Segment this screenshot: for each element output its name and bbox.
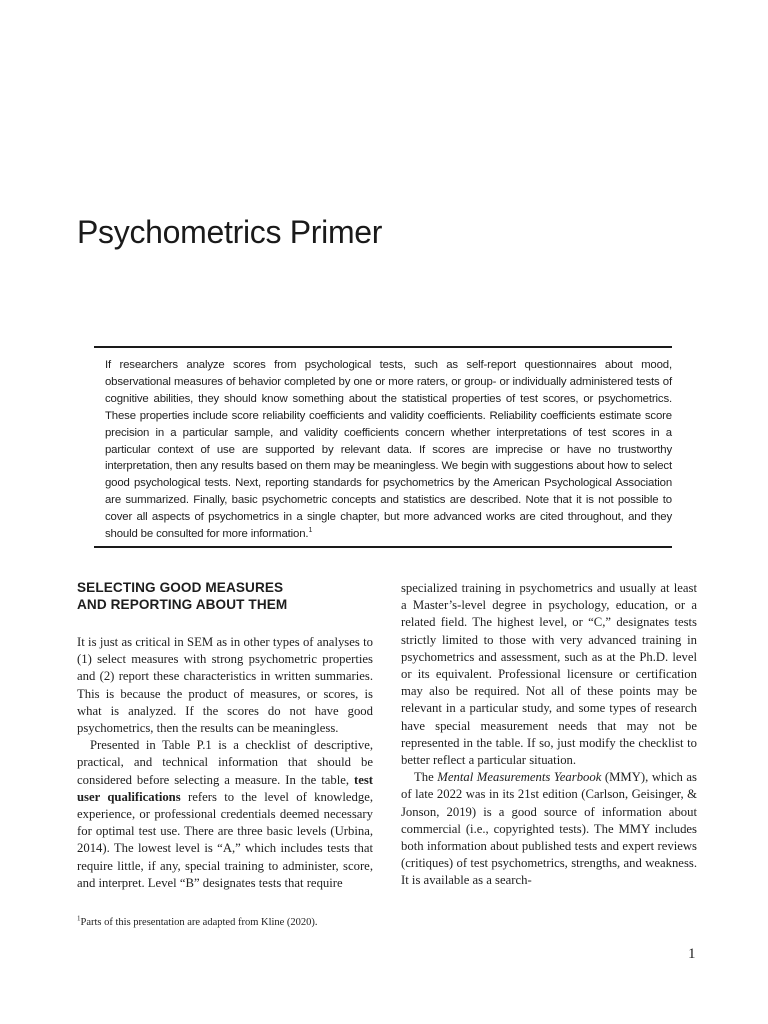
abstract-bottom-rule (94, 546, 672, 548)
abstract-footnote-marker: 1 (308, 527, 313, 535)
paragraph-3 (401, 769, 697, 889)
footnote (77, 914, 377, 928)
section-heading-line-2: AND REPORTING ABOUT THEM (77, 596, 288, 612)
paragraph-3-text-b: (MMY), which as of late 2022 was in its 21st edition (Carlson, Geisinger, & Jonson, 2019) is a good source of information about commercial (i.e., copyrighted tests). The MMY includes both information about published tests and expert reviews (critiques) of test psychometrics, strengths, and weakness. It is available as a search- (401, 770, 697, 888)
paragraph-1: It is just as critical in SEM as in other types of analyses to (1) select measures with strong psychometric properties and (2) report these characteristics in written summaries. This is because the product of measures, or scores, is what is analyzed. If the scores do not have good psychometrics, then the results can be meaningless. (77, 635, 373, 736)
page-number: 1 (688, 946, 696, 962)
section-heading-line-1: SELECTING GOOD MEASURES (77, 580, 284, 595)
abstract-text: If researchers analyze scores from psychological tests, such as self-report questionnaires about mood, observational measures of behavior completed by one or more raters, or group- or individually administered tests of cognitive abilities, they should know something about the statistical properties of test scores, or psychometrics. These properties include score reliability coefficients and validity coefficients. Reliability coefficients estimate score precision in a particular sample, and validity coefficients concern whether interpretations of test scores in a particular context of use are supported by relevant data. If scores are imprecise or have no trustworthy interpretation, then any results based on them may be meaningless. We begin with suggestions about how to select good psychological tests. Next, reporting standards for psychometrics by the American Psychological Association are summarized. Finally, basic psychometric concepts and statistics are described. Note that it is not possible to cover all aspects of psychometrics in a single chapter, but more advanced works are cited throughout, and they should be consulted for more information. (105, 359, 672, 541)
term-test-user-qualifications: test user qualifications (77, 772, 373, 804)
mmy-title: Mental Measurements Yearbook (437, 770, 602, 785)
paragraph-2-start (77, 737, 373, 892)
paragraph-3-text-a: The (414, 770, 438, 785)
paragraph-2-text-b-left: refers to the level of knowledge, experience, or professional credentials deemed necessary for optimal test use. There are three basic levels (Urbina, 2014). The lowest level is “A,” which includes tests that require little, if any, special training to administer, score, and interpret. Level “B” designates tests that require (77, 789, 373, 890)
right-column (401, 580, 697, 890)
abstract-top-rule (94, 346, 672, 348)
footnote-marker: 1 (77, 914, 81, 923)
chapter-title: Psychometrics Primer (77, 214, 383, 250)
left-column (77, 580, 373, 892)
paragraph-2-continued: specialized training in psychometrics and usually at least a Master’s-level degree in psychology, education, or a related field. The highest level, or “C,” designates tests strictly limited to those with very advanced training in psychometrics and assessment, such as at the Ph.D. level or its equivalent. Professional licensure or certification may also be required. Not all of these points may be relevant in a particular study, and some types of research have special measurement needs that may not be represented in the table. If so, just modify the checklist to better reflect a particular situation. (401, 581, 697, 768)
paragraph-2-text-a: Presented in Table P.1 is a checklist of descriptive, practical, and technical information that should be considered before selecting a measure. In the table, (77, 738, 373, 787)
section-heading (77, 580, 373, 613)
chapter-abstract (105, 357, 672, 543)
footnote-text: Parts of this presentation are adapted from Kline (2020). (80, 917, 318, 928)
